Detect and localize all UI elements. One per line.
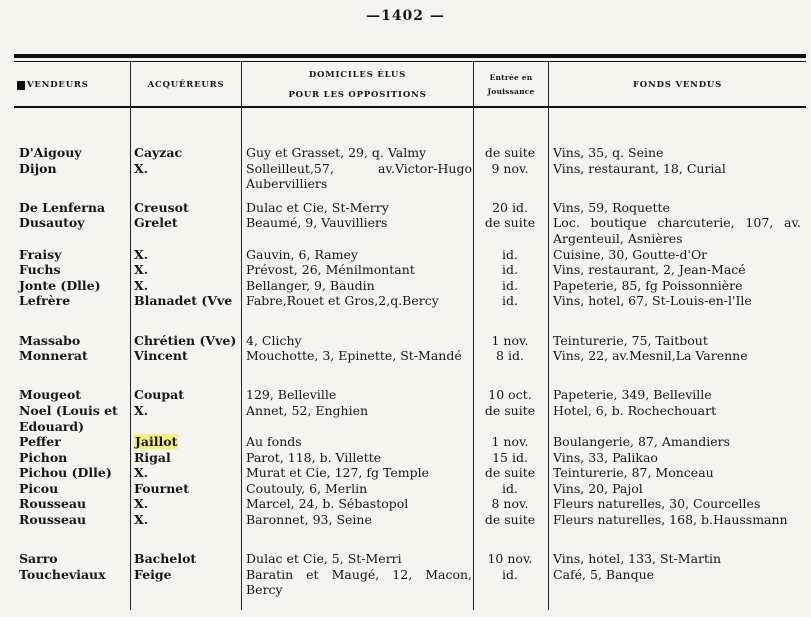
- vendeur-cell: Fuchs: [19, 262, 61, 278]
- entree-cell: 10 nov.: [487, 551, 533, 567]
- vendeur-cell: Fraisy: [19, 246, 62, 262]
- fonds-cell: Vins, 35, q. Seine: [553, 145, 664, 160]
- fonds-cell: Vins, hotel, 133, St-Martin: [553, 551, 722, 567]
- domicile-cell: Fabre,Rouet et Gros,2,q.Bercy: [246, 293, 439, 309]
- acquereur-cell: X.: [134, 512, 149, 528]
- domicile-cell: Dulac et Cie, St-Merry: [246, 199, 389, 215]
- acquereur-cell: Feige: [134, 566, 172, 582]
- acquereur-cell: X.: [134, 402, 149, 418]
- table-row: [0, 215, 811, 246]
- acquereur-cell: [134, 434, 242, 450]
- entree-cell: de suite: [484, 215, 536, 231]
- vendeur-cell: Jonte (Dlle): [19, 277, 101, 293]
- acquereur-cell: Grelet: [134, 215, 178, 231]
- acquereur-cell: Chrétien (Vve): [134, 332, 237, 348]
- acquereur-cell: Bachelot: [134, 551, 197, 567]
- fonds-cell: Fleurs naturelles, 30, Courcelles: [553, 496, 761, 512]
- domicile-cell: Parot, 118, b. Villette: [246, 449, 382, 465]
- domicile-cell: Annet, 52, Enghien: [246, 402, 369, 418]
- vendeur-cell: De Lenferna: [19, 199, 106, 215]
- entree-cell: 8 nov.: [491, 496, 529, 512]
- acquereur-cell: X.: [134, 465, 149, 481]
- fonds-cell: Vins, 20, Pajol: [553, 480, 643, 496]
- vendeur-cell: Noel (Louis et Edouard): [19, 402, 118, 434]
- entree-cell: 10 oct.: [488, 387, 532, 403]
- domicile-cell: Solleilleut,57, av.Victor-Hugo Aubervilliers: [246, 160, 472, 192]
- vendeur-cell: Lefrère: [19, 293, 71, 309]
- acquereur-cell: Creusot: [134, 199, 189, 215]
- entree-cell: de suite: [484, 465, 536, 481]
- header-entree: [474, 66, 548, 104]
- header-rule: [14, 106, 806, 108]
- fonds-cell: Boulangerie, 87, Amandiers: [553, 434, 731, 450]
- vendeur-cell: Peffer: [19, 434, 61, 450]
- fonds-cell: Loc. boutique charcuterie, 107, av. Argenteuil, Asnières: [553, 215, 801, 246]
- table-row: [0, 200, 811, 216]
- header-entree-line2: Jouissance: [487, 87, 535, 96]
- acquereur-cell: Fournet: [134, 480, 190, 496]
- vendeur-cell: Dijon: [19, 160, 57, 176]
- row-spacer: [0, 379, 811, 387]
- domicile-cell: Mouchotte, 3, Epinette, St-Mandé: [246, 348, 462, 364]
- vendeur-cell: Toucheviaux: [19, 566, 106, 582]
- table-row: [0, 348, 811, 379]
- header-fonds: [549, 66, 806, 104]
- fonds-cell: Papeterie, 85, fg Poissonnière: [553, 277, 743, 293]
- header-acquereurs: [131, 66, 241, 104]
- acquereur-cell: X.: [134, 496, 149, 512]
- vendeur-cell: Rousseau: [19, 496, 87, 512]
- header-domiciles-line2: POUR LES OPPOSITIONS: [288, 90, 427, 100]
- domicile-cell: Coutouly, 6, Merlin: [246, 480, 368, 496]
- entree-cell: id.: [502, 480, 518, 496]
- fonds-cell: Vins, 33, Palikao: [553, 449, 658, 465]
- vendeur-cell: Sarro: [19, 551, 58, 567]
- vendeur-cell: Monnerat: [19, 348, 88, 364]
- header-fonds-label: FONDS VENDUS: [632, 80, 723, 90]
- table-row: [0, 481, 811, 497]
- header-vendeurs-label: VENDEURS: [27, 80, 89, 90]
- vendeur-cell: Massabo: [19, 332, 81, 348]
- entree-cell: de suite: [484, 145, 536, 160]
- acquereur-cell: Rigal: [134, 449, 171, 465]
- table-row: [0, 293, 811, 324]
- highlighted-name: Jaillot: [135, 434, 178, 450]
- vendeur-cell: Mougeot: [19, 387, 82, 403]
- table-row: [0, 145, 811, 161]
- domicile-cell: Baratin et Maugé, 12, Macon, Bercy: [246, 566, 472, 598]
- fonds-cell: Vins, restaurant, 18, Curial: [553, 160, 726, 176]
- table-row: [0, 567, 811, 598]
- fonds-cell: Café, 5, Banque: [553, 566, 655, 582]
- acquereur-cell: Cayzac: [134, 145, 183, 160]
- domicile-cell: Murat et Cie, 127, fg Temple: [246, 465, 429, 481]
- row-spacer: [0, 325, 811, 333]
- table-row: [0, 403, 811, 434]
- entree-cell: id.: [502, 293, 518, 309]
- vendeur-cell: Dusautoy: [19, 215, 85, 231]
- domicile-cell: Prévost, 26, Ménilmontant: [246, 262, 415, 278]
- row-spacer: [0, 192, 811, 200]
- entree-cell: id.: [502, 566, 518, 582]
- acquereur-cell: Blanadet (Vve: [134, 293, 233, 309]
- table-row: [0, 551, 811, 567]
- table-row: [0, 278, 811, 294]
- table-row: [0, 387, 811, 403]
- header-marker-block: [17, 81, 25, 90]
- table-row: [0, 496, 811, 512]
- header-acquereurs-label: ACQUÉREURS: [147, 80, 225, 90]
- vendeur-cell: D'Aigouy: [19, 145, 82, 160]
- fonds-cell: Papeterie, 349, Belleville: [553, 387, 712, 403]
- table-row: [0, 333, 811, 349]
- fonds-cell: Fleurs naturelles, 168, b.Haussmann: [553, 512, 788, 528]
- acquereur-cell: X.: [134, 277, 149, 293]
- table-row: [0, 450, 811, 466]
- entree-cell: 1 nov.: [491, 332, 529, 348]
- domicile-cell: Beaumé, 9, Vauvilliers: [246, 215, 388, 231]
- domicile-cell: Baronnet, 93, Seine: [246, 512, 372, 528]
- fonds-cell: Vins, restaurant, 2, Jean-Macé: [553, 262, 746, 278]
- acquereur-cell: X.: [134, 160, 149, 176]
- table-row: [0, 161, 811, 192]
- entree-cell: id.: [502, 262, 518, 278]
- listing-table-body: [0, 145, 811, 598]
- fonds-cell: Vins, hotel, 67, St-Louis-en-l'Ile: [553, 293, 752, 309]
- header-vendeurs: [17, 66, 130, 104]
- domicile-cell: Au fonds: [246, 434, 302, 450]
- entree-cell: 15 id.: [492, 449, 528, 465]
- table-row: [0, 247, 811, 263]
- entree-cell: 1 nov.: [491, 434, 529, 450]
- fonds-cell: Cuisine, 30, Goutte-d'Or: [553, 246, 708, 262]
- fonds-cell: Hotel, 6, b. Rochechouart: [553, 402, 717, 418]
- entree-cell: 9 nov.: [491, 160, 529, 176]
- entree-cell: 20 id.: [492, 199, 528, 215]
- header-domiciles-line1: DOMICILES ÉLUS: [308, 70, 407, 80]
- domicile-cell: Gauvin, 6, Ramey: [246, 246, 358, 262]
- top-rule: [14, 54, 806, 58]
- fonds-cell: Vins, 22, av.Mesnil,La Varenne: [553, 348, 748, 364]
- table-row: [0, 465, 811, 481]
- vendeur-cell: Rousseau: [19, 512, 87, 528]
- entree-cell: id.: [502, 277, 518, 293]
- domicile-cell: Dulac et Cie, 5, St-Merri: [246, 551, 402, 567]
- page-number: —1402 —: [366, 8, 445, 24]
- domicile-cell: Guy et Grasset, 29, q. Valmy: [246, 145, 427, 160]
- vendeur-cell: Picou: [19, 480, 59, 496]
- fonds-cell: Teinturerie, 87, Monceau: [553, 465, 714, 481]
- fonds-cell: Teinturerie, 75, Taitbout: [553, 332, 708, 348]
- table-row: [0, 262, 811, 278]
- entree-cell: id.: [502, 246, 518, 262]
- row-spacer: [0, 543, 811, 551]
- domicile-cell: 4, Clichy: [246, 332, 302, 348]
- entree-cell: de suite: [484, 402, 536, 418]
- header-domiciles: [242, 66, 473, 104]
- acquereur-cell: X.: [134, 246, 149, 262]
- acquereur-cell: X.: [134, 262, 149, 278]
- entree-cell: 8 id.: [496, 348, 524, 364]
- vendeur-cell: Pichon: [19, 449, 68, 465]
- table-row: [0, 434, 811, 450]
- domicile-cell: Marcel, 24, b. Sébastopol: [246, 496, 409, 512]
- domicile-cell: 129, Belleville: [246, 387, 337, 403]
- entree-cell: de suite: [484, 512, 536, 528]
- acquereur-cell: Coupat: [134, 387, 184, 403]
- fonds-cell: Vins, 59, Roquette: [553, 199, 670, 215]
- top-rule-thin: [14, 61, 806, 62]
- acquereur-cell: Vincent: [134, 348, 188, 364]
- header-entree-line1: Entrée en: [489, 73, 533, 82]
- vendeur-cell: Pichou (Dlle): [19, 465, 112, 481]
- domicile-cell: Bellanger, 9, Baudin: [246, 277, 375, 293]
- table-row: [0, 512, 811, 543]
